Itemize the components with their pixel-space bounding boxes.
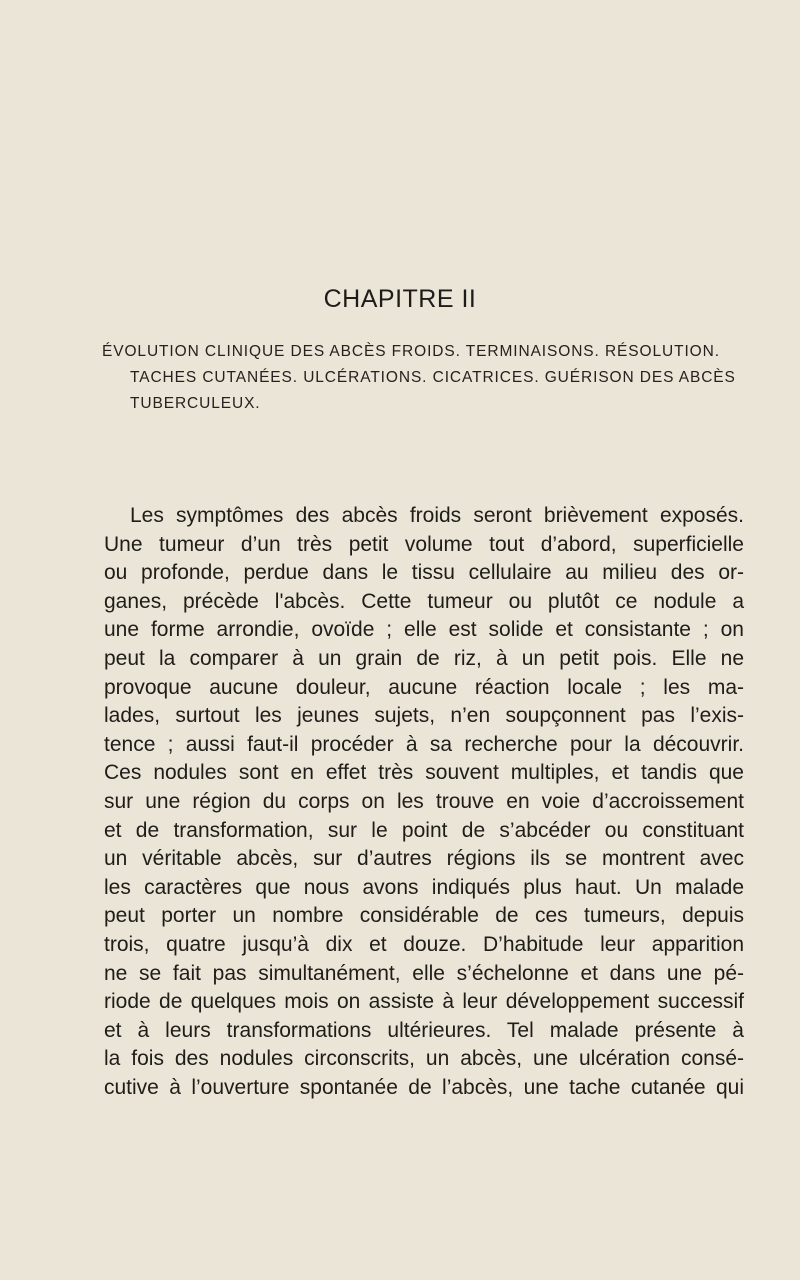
paragraph-line: Les symptômes des abcès froids seront brièvement exposés.: [130, 504, 744, 527]
body-paragraph: [104, 502, 744, 1102]
paragraph-line: peut la comparer à un grain de riz, à un petit pois. Elle ne: [104, 646, 744, 670]
chapter-title: CHAPITRE II: [323, 285, 477, 313]
paragraph-line: provoque aucune douleur, aucune réaction locale ; les ma-: [104, 675, 744, 699]
paragraph-line: cutive à l’ouverture spontanée de l’abcès, une tache cutanée qui: [104, 1075, 744, 1099]
paragraph-line: lades, surtout les jeunes sujets, n’en soupçonnent pas l’exis-: [104, 704, 744, 728]
paragraph-line: une forme arrondie, ovoïde ; elle est solide et consistante ; on: [104, 618, 744, 642]
summary-line: ÉVOLUTION CLINIQUE DES ABCÈS FROIDS. TERMINAISONS. RÉSOLUTION.: [102, 343, 720, 360]
paragraph-line: et de transformation, sur le point de s’abcéder ou constituant: [104, 818, 744, 842]
paragraph-line: peut porter un nombre considérable de ces tumeurs, depuis: [104, 904, 744, 928]
paragraph-line: ou profonde, perdue dans le tissu cellulaire au milieu des or-: [104, 561, 744, 585]
paragraph-line: et à leurs transformations ultérieures. Tel malade présente à: [104, 1018, 744, 1042]
paragraph-line: ganes, précède l'abcès. Cette tumeur ou plutôt ce nodule a: [104, 589, 744, 613]
summary-line: TACHES CUTANÉES. ULCÉRATIONS. CICATRICES. GUÉRISON DES ABCÈS: [130, 369, 736, 386]
paragraph-line: sur une région du corps on les trouve en voie d’accroissement: [104, 789, 744, 813]
paragraph-line: riode de quelques mois on assiste à leur développement successif: [104, 990, 744, 1014]
paragraph-line: tence ; aussi faut-il procéder à sa recherche pour la découvrir.: [104, 732, 744, 756]
paragraph-line: la fois des nodules circonscrits, un abcès, une ulcération consé-: [104, 1047, 744, 1071]
paragraph-line: trois, quatre jusqu’à dix et douze. D’habitude leur apparition: [104, 932, 744, 956]
chapter-summary: [104, 339, 744, 417]
paragraph-line: les caractères que nous avons indiqués plus haut. Un malade: [104, 875, 744, 899]
paragraph-line: Une tumeur d’un très petit volume tout d’abord, superficielle: [104, 532, 744, 556]
summary-line: TUBERCULEUX.: [130, 395, 261, 412]
paragraph-line: un véritable abcès, sur d’autres régions ils se montrent avec: [104, 847, 744, 871]
paragraph-line: ne se fait pas simultanément, elle s’échelonne et dans une pé-: [104, 961, 744, 985]
paragraph-line: Ces nodules sont en effet très souvent multiples, et tandis que: [104, 761, 744, 785]
